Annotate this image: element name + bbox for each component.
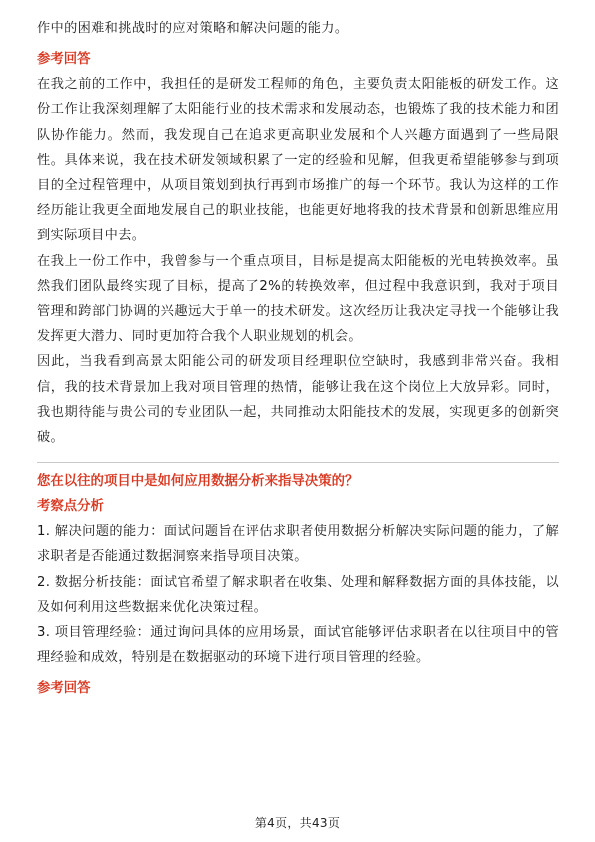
section-divider [37,462,559,463]
page-number: 第4页，共43页 [254,816,341,830]
reference-answer-heading-2: 参考回答 [37,681,91,697]
intro-tail-text: 作中的困难和挑战时的应对策略和解决问题的能力。 [37,21,349,36]
answer-paragraph-2: 在我上一份工作中，我曾参与一个重点项目，目标是提高太阳能板的光电转换效率。虽然我们团队最终实现了目标，提高了2%的转换效率，但过程中我意识到，我对于项目管理和跨部门协调的兴趣远大于单一的技术研发。这次经历让我决定寻找一个能够让我发挥更大潜力、同时更加符合我个人职业规划的机会。 [37,253,559,345]
analysis-item-1: 1. 解决问题的能力：面试问题旨在评估求职者使用数据分析解决实际问题的能力，了解求职者是否能通过数据洞察来指导项目决策。 [37,524,559,565]
analysis-item-2: 2. 数据分析技能：面试官希望了解求职者在收集、处理和解释数据方面的具体技能，以及如何利用这些数据来优化决策过程。 [37,574,559,615]
analysis-item-3: 3. 项目管理经验：通过询问具体的应用场景，面试官能够评估求职者在以往项目中的管理经验和成效，特别是在数据驱动的环境下进行项目管理的经验。 [37,625,559,666]
answer-paragraph-1: 在我之前的工作中，我担任的是研发工程师的角色，主要负责太阳能板的研发工作。这份工作让我深刻理解了太阳能行业的技术需求和发展动态，也锻炼了我的技术能力和团队协作能力。然而，我发现自己在追求更高职业发展和个人兴趣方面遇到了一些局限性。具体来说，我在技术研发领域积累了一定的经验和见解，但我更希望能够参与到项目的全过程管理中，从项目策划到执行再到市场推广的每一个环节。我认为这样的工作经历能让我更全面地发展自己的职业技能，也能更好地将我的技术背景和创新思维应用到实际项目中去。 [37,77,559,244]
question-heading: 您在以往的项目中是如何应用数据分析来指导决策的？ [37,474,359,490]
analysis-heading: 考察点分析 [37,499,104,515]
document-page [37,16,559,701]
reference-answer-heading: 参考回答 [37,52,91,68]
answer-paragraph-3: 因此，当我看到高景太阳能公司的研发项目经理职位空缺时，我感到非常兴奋。我相信，我的技术背景加上我对项目管理的热情，能够让我在这个岗位上大放异彩。同时，我也期待能与贵公司的专业团队一起，共同推动太阳能技术的发展，实现更多的创新突破。 [37,354,559,446]
